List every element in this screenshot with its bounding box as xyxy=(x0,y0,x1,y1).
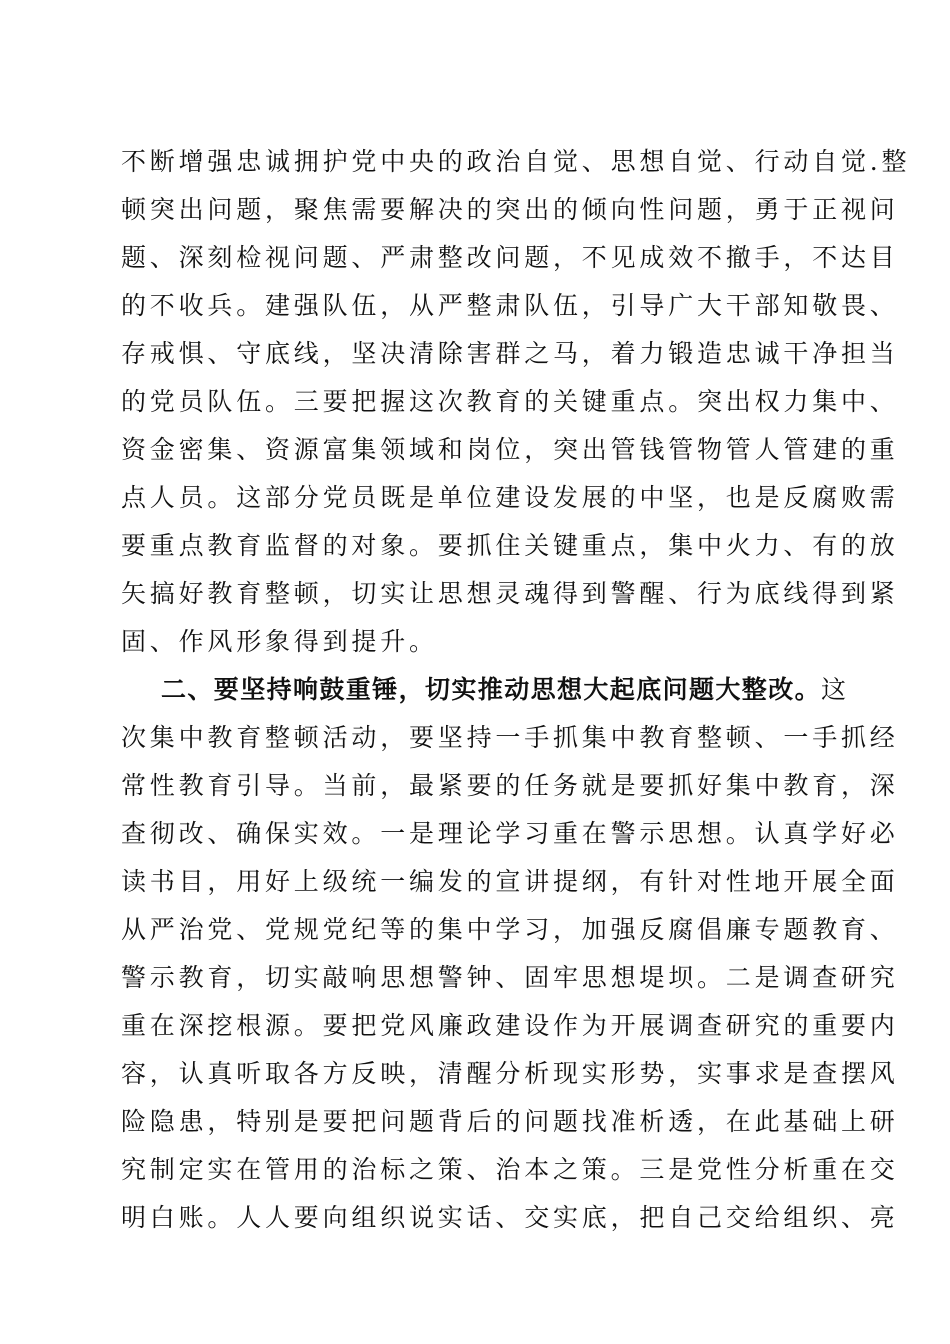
text-line: 警示教育，切实敲响思想警钟、固牢思想堤坝。二是调查研究 xyxy=(121,963,899,992)
text-line: 究制定实在管用的治标之策、治本之策。三是党性分析重在交 xyxy=(121,1155,899,1184)
text-line: 存戒惧、守底线，坚决清除害群之马，着力锻造忠诚干净担当 xyxy=(121,339,899,368)
text-line: 题、深刻检视问题、严肃整改问题，不见成效不撤手，不达目 xyxy=(121,243,899,272)
text-line: 点人员。这部分党员既是单位建设发展的中坚，也是反腐败需 xyxy=(121,483,899,512)
text-line: 要重点教育监督的对象。要抓住关键重点，集中火力、有的放 xyxy=(121,531,899,560)
section-heading: 二、要坚持响鼓重锤，切实推动思想大起底问题大整改。 xyxy=(161,675,822,704)
text-line: 矢搞好教育整顿，切实让思想灵魂得到警醒、行为底线得到紧 xyxy=(121,579,899,608)
text-line: 的不收兵。建强队伍，从严整肃队伍，引导广大干部知敬畏、 xyxy=(121,291,899,320)
section-heading-line xyxy=(121,666,850,714)
section-heading-tail: 这 xyxy=(821,675,850,704)
text-line: 固、作风形象得到提升。 xyxy=(121,627,438,656)
text-line: 次集中教育整顿活动，要坚持一手抓集中教育整顿、一手抓经 xyxy=(121,723,899,752)
text-line: 资金密集、资源富集领域和岗位，突出管钱管物管人管建的重 xyxy=(121,435,899,464)
text-line: 的党员队伍。三要把握这次教育的关键重点。突出权力集中、 xyxy=(121,387,899,416)
text-line: 顿突出问题，聚焦需要解决的突出的倾向性问题，勇于正视问 xyxy=(121,195,899,224)
text-line: 明白账。人人要向组织说实话、交实底，把自己交给组织、亮 xyxy=(121,1203,899,1232)
text-line: 查彻改、确保实效。一是理论学习重在警示思想。认真学好必 xyxy=(121,819,899,848)
text-line: 不断增强忠诚拥护党中央的政治自觉、思想自觉、行动自觉.整 xyxy=(121,147,911,176)
document-page xyxy=(121,138,911,1242)
text-line: 从严治党、党规党纪等的集中学习，加强反腐倡廉专题教育、 xyxy=(121,915,899,944)
text-line: 常性教育引导。当前，最紧要的任务就是要抓好集中教育，深 xyxy=(121,771,899,800)
text-line: 重在深挖根源。要把党风廉政建设作为开展调查研究的重要内 xyxy=(121,1011,899,1040)
text-line: 险隐患，特别是要把问题背后的问题找准析透，在此基础上研 xyxy=(121,1107,899,1136)
text-line: 容，认真听取各方反映，清醒分析现实形势，实事求是查摆风 xyxy=(121,1059,899,1088)
text-line: 读书目，用好上级统一编发的宣讲提纲，有针对性地开展全面 xyxy=(121,867,899,896)
